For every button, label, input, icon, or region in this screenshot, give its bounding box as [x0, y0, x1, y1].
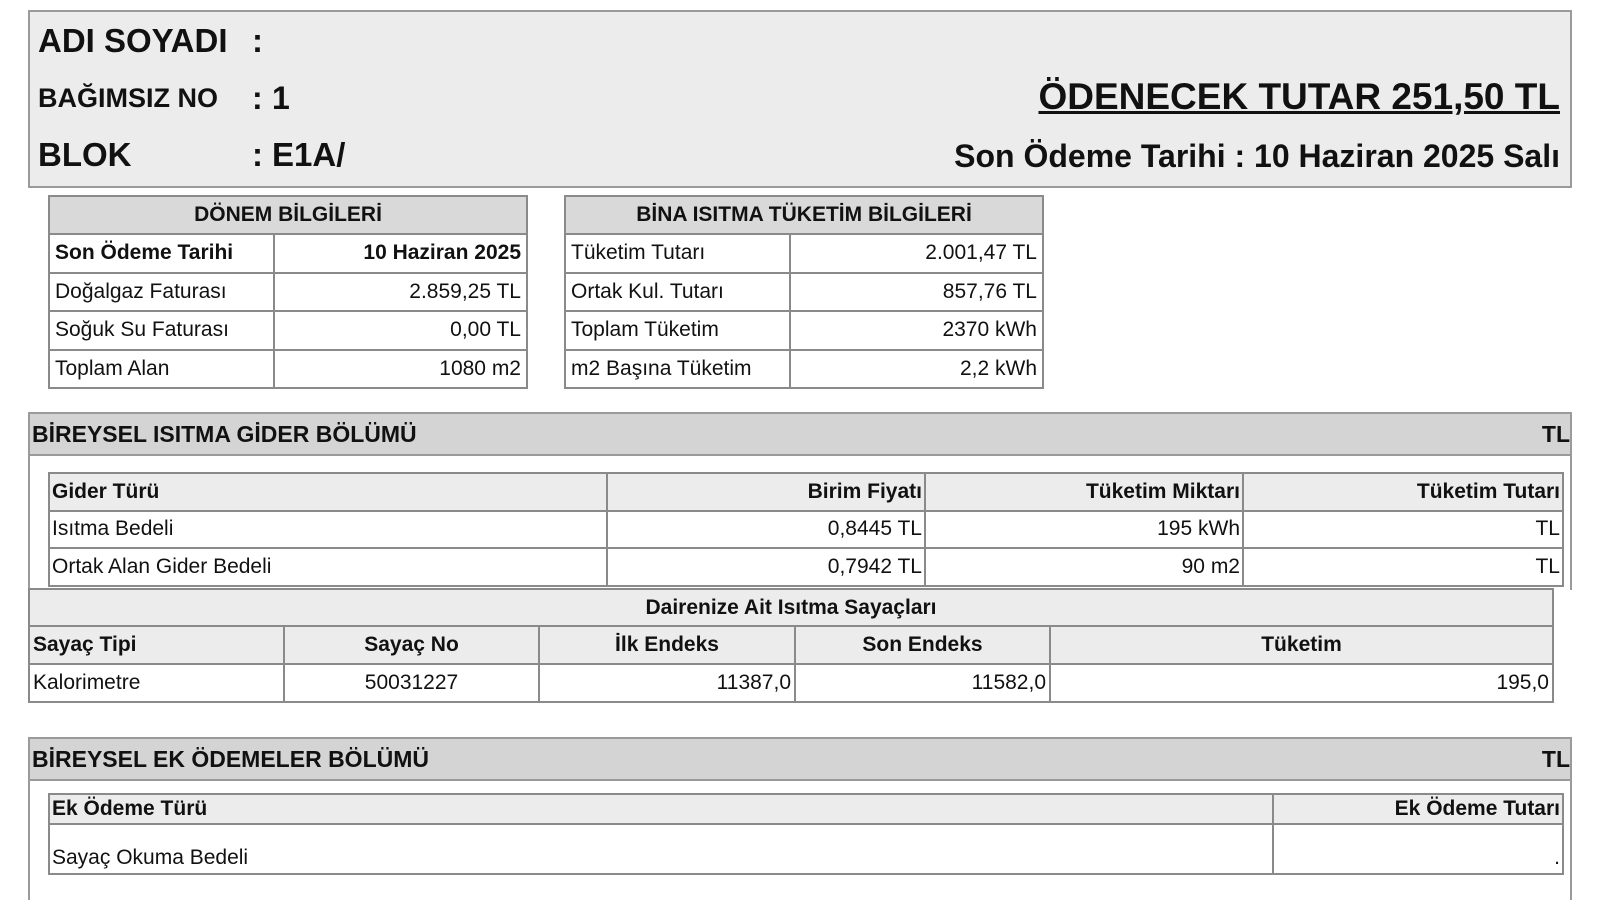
- building-value: 2,2 kWh: [790, 350, 1043, 389]
- table-row: [49, 273, 527, 312]
- table-row: [565, 273, 1043, 312]
- unit-price: 0,7942 TL: [607, 548, 925, 586]
- extra-section-currency: TL: [1541, 745, 1570, 772]
- building-value: 857,76 TL: [790, 273, 1043, 312]
- period-value: 2.859,25 TL: [274, 273, 527, 312]
- table-header-row: [49, 473, 1563, 511]
- col-first-index: İlk Endeks: [539, 626, 795, 664]
- table-row: [565, 311, 1043, 350]
- unit-price: 0,8445 TL: [607, 511, 925, 549]
- first-index: 11387,0: [539, 664, 795, 702]
- table-row: [49, 311, 527, 350]
- meters-table: [28, 588, 1554, 703]
- table-row: [565, 234, 1043, 273]
- unit-colon: :: [252, 80, 263, 116]
- heating-section-bar: [28, 412, 1572, 456]
- table-caption-row: [29, 589, 1553, 626]
- due-date: Son Ödeme Tarihi : 10 Haziran 2025 Salı: [954, 138, 1560, 174]
- unit-label: BAĞIMSIZ NO: [38, 83, 218, 113]
- period-info-title: DÖNEM BİLGİLERİ: [49, 196, 527, 234]
- table-row: [49, 824, 1563, 874]
- extra-section-title: BİREYSEL EK ÖDEMELER BÖLÜMÜ: [32, 745, 429, 772]
- col-extra-type: Ek Ödeme Türü: [49, 794, 1273, 824]
- col-consumption: Tüketim: [1050, 626, 1553, 664]
- last-index: 11582,0: [795, 664, 1050, 702]
- name-label: ADI SOYADI: [38, 22, 228, 59]
- consumption-amount: 195 kWh: [925, 511, 1243, 549]
- consumption: 195,0: [1050, 664, 1553, 702]
- consumption-amount: 90 m2: [925, 548, 1243, 586]
- period-label: Toplam Alan: [49, 350, 274, 389]
- table-header-row: [49, 794, 1563, 824]
- period-label: Doğalgaz Faturası: [49, 273, 274, 312]
- meter-no: 50031227: [284, 664, 539, 702]
- period-value: 1080 m2: [274, 350, 527, 389]
- col-unit-price: Birim Fiyatı: [607, 473, 925, 511]
- table-row: [49, 511, 1563, 549]
- building-label: m2 Başına Tüketim: [565, 350, 790, 389]
- building-label: Tüketim Tutarı: [565, 234, 790, 273]
- amount-due: ÖDENECEK TUTAR 251,50 TL: [1038, 76, 1560, 117]
- consumption-total: TL: [1243, 511, 1563, 549]
- extra-type: Sayaç Okuma Bedeli: [49, 824, 1273, 874]
- block-colon: :: [252, 136, 263, 173]
- table-row: [29, 664, 1553, 702]
- building-label: Toplam Tüketim: [565, 311, 790, 350]
- unit-value: 1: [272, 80, 290, 116]
- expense-type: Isıtma Bedeli: [49, 511, 607, 549]
- heating-section-title: BİREYSEL ISITMA GİDER BÖLÜMÜ: [32, 420, 417, 447]
- building-info-title: BİNA ISITMA TÜKETİM BİLGİLERİ: [565, 196, 1043, 234]
- extra-payments-table: [48, 793, 1564, 875]
- building-value: 2370 kWh: [790, 311, 1043, 350]
- col-last-index: Son Endeks: [795, 626, 1050, 664]
- col-consumption-total: Tüketim Tutarı: [1243, 473, 1563, 511]
- table-row: [565, 350, 1043, 389]
- block-value: E1A/: [272, 136, 346, 173]
- building-label: Ortak Kul. Tutarı: [565, 273, 790, 312]
- col-expense-type: Gider Türü: [49, 473, 607, 511]
- invoice-header: [28, 10, 1572, 188]
- name-row: [38, 22, 262, 60]
- col-extra-amount: Ek Ödeme Tutarı: [1273, 794, 1563, 824]
- table-header-row: [29, 626, 1553, 664]
- expense-type: Ortak Alan Gider Bedeli: [49, 548, 607, 586]
- table-row: [49, 548, 1563, 586]
- extra-amount: .: [1273, 824, 1563, 874]
- block-row: [38, 136, 345, 174]
- period-label: Son Ödeme Tarihi: [49, 234, 274, 273]
- table-row: [49, 350, 527, 389]
- col-consumption-amount: Tüketim Miktarı: [925, 473, 1243, 511]
- period-value: 0,00 TL: [274, 311, 527, 350]
- col-meter-type: Sayaç Tipi: [29, 626, 284, 664]
- meter-type: Kalorimetre: [29, 664, 284, 702]
- table-row: [49, 234, 527, 273]
- building-info-table: [564, 195, 1044, 389]
- building-value: 2.001,47 TL: [790, 234, 1043, 273]
- block-label: BLOK: [38, 136, 132, 173]
- col-meter-no: Sayaç No: [284, 626, 539, 664]
- consumption-total: TL: [1243, 548, 1563, 586]
- period-label: Soğuk Su Faturası: [49, 311, 274, 350]
- period-value: 10 Haziran 2025: [274, 234, 527, 273]
- unit-row: [38, 80, 290, 117]
- name-colon: :: [252, 22, 263, 59]
- heating-section-currency: TL: [1541, 420, 1570, 447]
- period-info-table: [48, 195, 528, 389]
- extra-section-bar: [28, 737, 1572, 781]
- meters-caption: Dairenize Ait Isıtma Sayaçları: [29, 589, 1553, 626]
- heating-expense-table: [48, 472, 1564, 587]
